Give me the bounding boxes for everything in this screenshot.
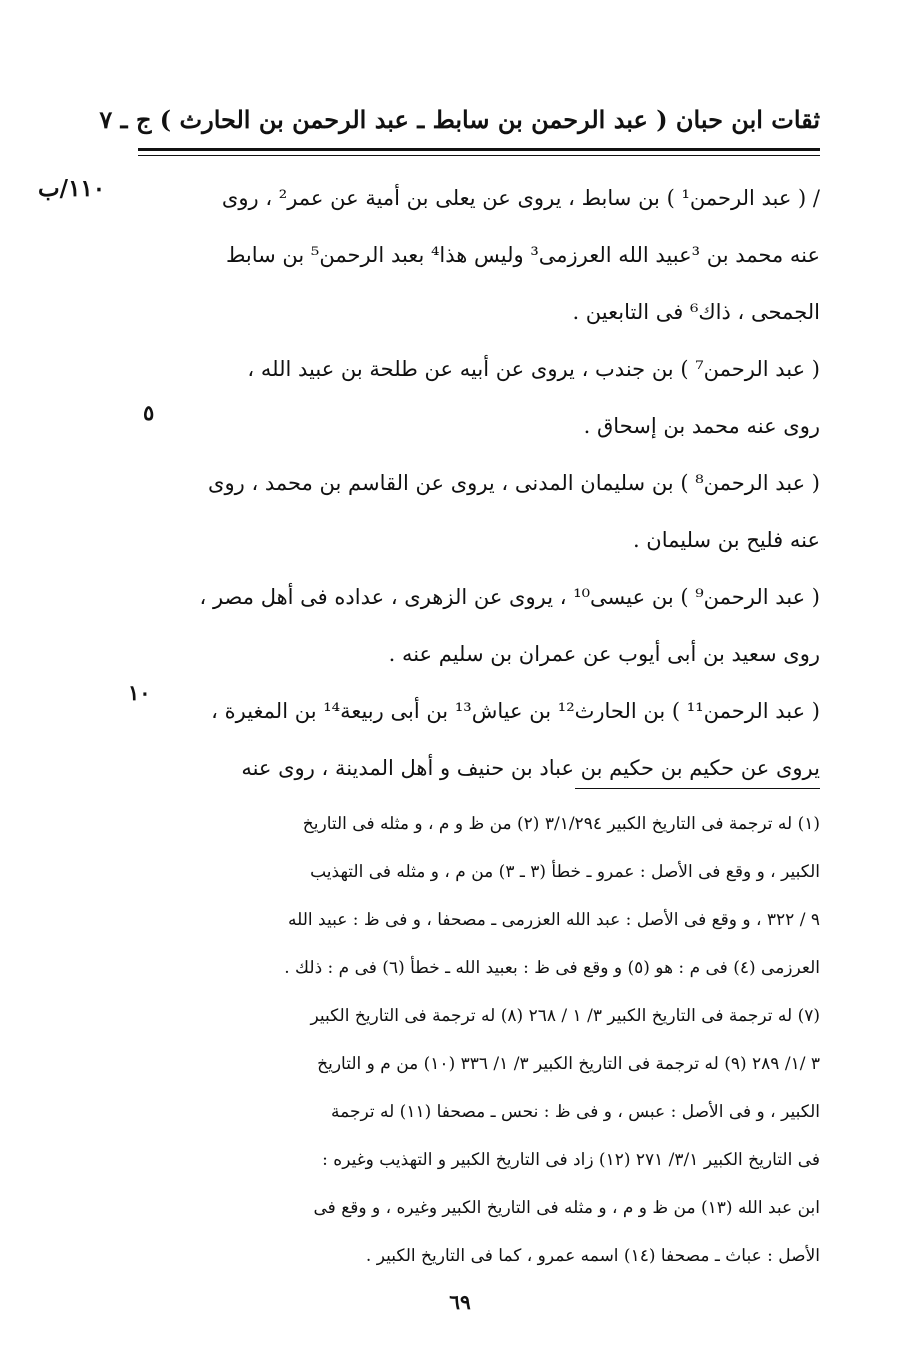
running-header: ثقات ابن حبان ( عبد الرحمن بن سابط ـ عبد الرحمن بن الحارث ) ج ـ ٧ (99, 105, 820, 134)
footnote-line: الأصل : عباث ـ مصحفا (١٤) اسمه عمرو ، كما فى التاريخ الكبير . (365, 1246, 820, 1266)
line-number-10: ١٠ (128, 680, 151, 705)
main-text (160, 170, 820, 797)
line-number-5: ٥ (143, 400, 155, 425)
text-line: ( عبد الرحمن⁷ ) بن جندب ، يروى عن أبيه عن طلحة بن عبيد الله ، (247, 357, 820, 381)
footnote-line: (١) له ترجمة فى التاريخ الكبير ٣/١/٢٩٤ (٢) من ظ و م ، و مثله فى التاريخ (302, 814, 820, 834)
text-line: عنه محمد بن ³عبيد الله العرزمى³ وليس هذا⁴ بعبد الرحمن⁵ بن سابط (225, 243, 820, 267)
header-rule-thin (138, 155, 820, 156)
text-line: الجمحى ، ذاك⁶ فى التابعين . (572, 300, 820, 324)
footnote-line: فى التاريخ الكبير ٣/١/ ٢٧١ (١٢) زاد فى التاريخ الكبير و التهذيب وغيره : (322, 1150, 820, 1170)
footnote-line: (٧) له ترجمة فى التاريخ الكبير ٣/ ١ / ٢٦٨ (٨) له ترجمة فى التاريخ الكبير (310, 1006, 820, 1026)
header-rule-thick (138, 148, 820, 151)
footnote-line: الكبير ، و فى الأصل : عبس ، و فى ظ : نحس ـ مصحفا (١١) له ترجمة (331, 1102, 820, 1122)
text-line: يروى عن حكيم بن حكيم بن عباد بن حنيف و أهل المدينة ، روى عنه (241, 756, 820, 780)
text-line: عنه فليح بن سليمان . (632, 528, 820, 552)
text-line: روى عنه محمد بن إسحاق . (583, 414, 820, 438)
footnote-line: الكبير ، و وقع فى الأصل : عمرو ـ خطأ (٣ ـ ٣) من م ، و مثله فى التهذيب (310, 862, 820, 882)
footnote-separator (575, 788, 820, 789)
footnote-line: ٩ / ٣٢٢ ، و وقع فى الأصل : عبد الله العزرمى ـ مصحفا ، و فى ظ : عبيد الله (288, 910, 820, 930)
text-line: روى سعيد بن أبى أيوب عن عمران بن سليم عنه . (388, 642, 820, 666)
footnote-line: ابن عبد الله (١٣) من ظ و م ، و مثله فى التاريخ الكبير وغيره ، و وقع فى (313, 1198, 820, 1218)
footnotes (155, 800, 820, 1280)
manuscript-folio-marker: ١١٠/ب (38, 175, 106, 202)
text-line: ( عبد الرحمن⁹ ) بن عيسى¹⁰ ، يروى عن الزهرى ، عداده فى أهل مصر ، (199, 585, 820, 609)
text-line: ( عبد الرحمن⁸ ) بن سليمان المدنى ، يروى عن القاسم بن محمد ، روى (208, 471, 820, 495)
footnote-line: ٣ /١/ ٢٨٩ (٩) له ترجمة فى التاريخ الكبير ٣/ ١/ ٣٣٦ (١٠) من م و التاريخ (317, 1054, 820, 1074)
text-line: ( عبد الرحمن¹¹ ) بن الحارث¹² بن عياش¹³ بن أبى ربيعة¹⁴ بن المغيرة ، (211, 699, 820, 723)
text-line: / ( عبد الرحمن¹ ) بن سابط ، يروى عن يعلى بن أمية عن عمر² ، روى (221, 186, 820, 210)
page-number: ٦٩ (449, 1290, 471, 1314)
footnote-line: العرزمى (٤) فى م : هو (٥) و وقع فى ظ : بعبيد الله ـ خطأ (٦) فى م : ذلك . (284, 958, 820, 978)
